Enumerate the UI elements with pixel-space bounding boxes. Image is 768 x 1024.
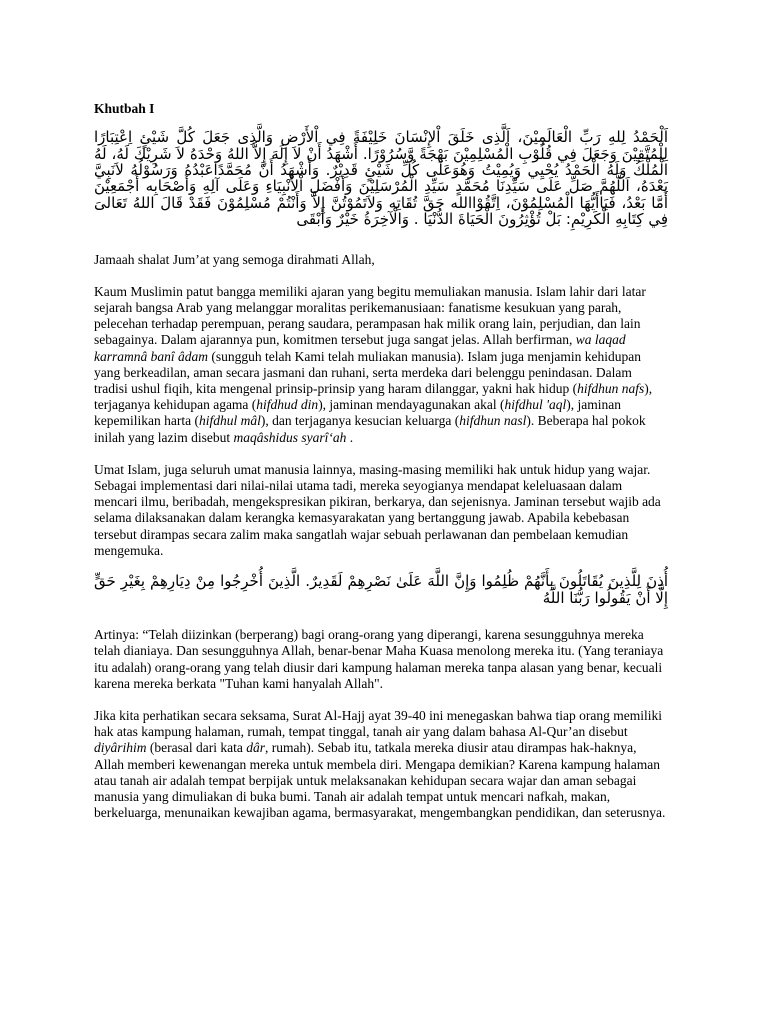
italic-term: diyârihim	[94, 740, 147, 756]
text-run: ), dan terjaganya kesucian keluarga (	[260, 413, 460, 429]
document-page	[94, 101, 668, 837]
text-run: (sungguh telah Kami telah muliakan manusia). Islam juga menjamin kehidupan yang berkeadilan, aman secara jasmani dan ruhani, serta merdeka dari belenggu penindasan. Dalam tradisi ushul fiqih, kita mengenal prinsip-prinsip yang haram dilanggar, yakni hak hidup (	[94, 348, 642, 397]
paragraph-translation: Artinya: “Telah diizinkan (berperang) bagi orang-orang yang diperangi, karena sesungguhnya mereka telah dianiaya. Dan sesungguhnya Allah, benar-benar Maha Kuasa menolong mereka itu. (Yang teraniaya itu adalah) orang-orang yang telah diusir dari kampung halaman mereka tanpa alasan yang benar, kecuali karena mereka berkata "Tuhan kami hanyalah Allah".	[94, 627, 664, 691]
italic-term: hifdhul 'aql	[504, 397, 567, 413]
paragraph-human-dignity	[94, 284, 668, 446]
paragraph-homeland	[94, 708, 668, 821]
arabic-quran-verse: أُذِنَ لِلَّذِينَ يُقَاتَلُونَ بِأَنَّهُمْ ظُلِمُوا وَإِنَّ اللَّهَ عَلَىٰ نَصْرِهِمْ لَقَدِيرٌ. الَّذِينَ أُخْرِجُوا مِنْ دِيَارِهِمْ بِغَيْرِ حَقٍّ إِلَّا أَنْ يَقُولُوا رَبُّنَا اللَّهُ	[94, 572, 668, 608]
italic-term: wa laqad karramnâ banî âdam	[94, 332, 626, 364]
text-run: (berasal dari kata	[146, 740, 247, 756]
italic-term: maqâshidus syarî‘ah	[233, 429, 347, 445]
sermon-title: Khutbah I	[94, 101, 155, 116]
text-run: ), terjaganya kehidupan agama (	[94, 381, 653, 413]
italic-term: hifdhun nasl	[459, 413, 527, 429]
text-run: Kaum Muslimin patut bangga memiliki ajaran yang begitu memuliakan manusia. Islam lahir dari latar sejarah bangsa Arab yang melanggar moralitas perikemanusiaan: fanatisme kesukuan yang parah, pelecehan terhadap perempuan, perang saudara, perampasan hak milik orang lain, perjudian, dan lain sebagainya. Dalam ajarannya pun, komitmen tersebut juga sangat jelas. Allah berfirman,	[94, 283, 646, 348]
text-run: Jika kita perhatikan secara seksama, Surat Al-Hajj ayat 39-40 ini menegaskan bahwa tiap orang memiliki hak atas kampung halaman, rumah, tempat tinggal, tanah air yang dalam bahasa Al-Qur’an disebut	[94, 707, 662, 740]
paragraph-rights: Umat Islam, juga seluruh umat manusia lainnya, masing-masing memiliki hak untuk hidup yang wajar. Sebagai implementasi dari nilai-nilai utama tadi, mereka seyogianya mendapat keleluasaan dalam mencari ilmu, beribadah, mengekspresikan pikiran, berkarya, dan sejenisnya. Jaminan tersebut wajib ada selama dilaksanakan dalam kerangka kemasyarakatan yang bertanggung jawab. Apabila kebebasan tersebut dirampas secara zalim maka sangatlah wajar sebuah perlawanan dan pembelaan kemudian mengemuka.	[94, 461, 661, 558]
italic-term: hifdhud din	[256, 397, 319, 413]
text-run: .	[346, 429, 354, 445]
text-run: ). Beberapa hal pokok inilah yang lazim disebut	[94, 413, 646, 445]
text-run: ), jaminan mendayagunakan akal (	[318, 397, 505, 413]
text-run: ), jaminan kepemilikan harta (	[94, 397, 621, 429]
italic-term: hifdhun nafs	[577, 381, 645, 397]
greeting-paragraph: Jamaah shalat Jum’at yang semoga dirahmati Allah,	[94, 251, 375, 267]
text-run: , rumah). Sebab itu, tatkala mereka diusir atau dirampas hak-haknya, Allah memberi kewenangan mereka untuk membela diri. Mengapa demikian? Karena kampung halaman atau tanah air adalah tempat berpijak untuk melaksanakan kehidupan secara wajar dan aman sebagai manusia yang dimuliakan di buka bumi. Tanah air adalah tempat untuk mencari nafkah, makan, berkeluarga, menunaikan kewajiban agama, bermasyarakat, mengembangkan pendidikan, dan seterusnya.	[94, 740, 666, 821]
italic-term: dâr	[246, 740, 265, 756]
italic-term: hifdhul mâl	[198, 413, 261, 429]
arabic-opening-prayer: اَلْحَمْدُ لِلهِ رَبِّ الْعَالَمِيْنَ، اَلَّذِى خَلَقَ اْلإِنْسَانَ خَلِيْفَةً فِي اْلأَرْضِ وَالَّذِى جَعَلَ كُلَّ شَيْئٍ اِعْتِبَارًا لِلْمُتَّقِيْنَ وَجَعَلَ فِي قُلُوْبِ الْمُسْلِمِيْنَ بَهْجَةً وَّسُرُوْرًا. أَشْهَدُ أَنْ لاَ إِلَهَ إِلاَّ اللهُ وَحْدَهُ لاَ شَرِيْكَ لَهُ، لَهُ الْمُلْكُ وَلَهُ الْحَمْدُ يُحْيِي وَيُمِيْتُ وَهُوَعَلَى كُلِّ شَيْئٍ قَدِيْرٌ. وَأَشْهَدُ أَنَّ مُحَمَّدًاعَبْدُهُ وَرَسُوْلُهُ لاَنَبِيَّ بَعْدَهُ، اَللَّهُمَّ صَلِّ عَلَى سَيِّدِنَا مُحَمَّدٍ سَيِّدِ الْمُرْسَلِيْنَ وَأَفْضَلِ اْلأَنْبِيَاءِ وَعَلَى آلِهِ وَأَصْحَابِه أَجْمَعِيْنَ أَمَّا بَعْدُ، فَيَاأَيُّهَا الْمُسْلِمُوْنَ، اِتَّقُوْاالله حَقَّ تُقَاتِه وَلاَتَمُوْتُنَّ إِلاَّ وَأَنْتُمْ مُسْلِمُوْنَ فَقَدْ قَالَ اللهُ تَعَالىَ فِي كِتَابِهِ الْكَرِيْمِ: بَلْ تُؤْثِرُونَ الْحَيَاةَ الدُّنْيَا . وَالْآخِرَةُ خَيْرٌ وَأَبْقَى	[94, 128, 668, 229]
